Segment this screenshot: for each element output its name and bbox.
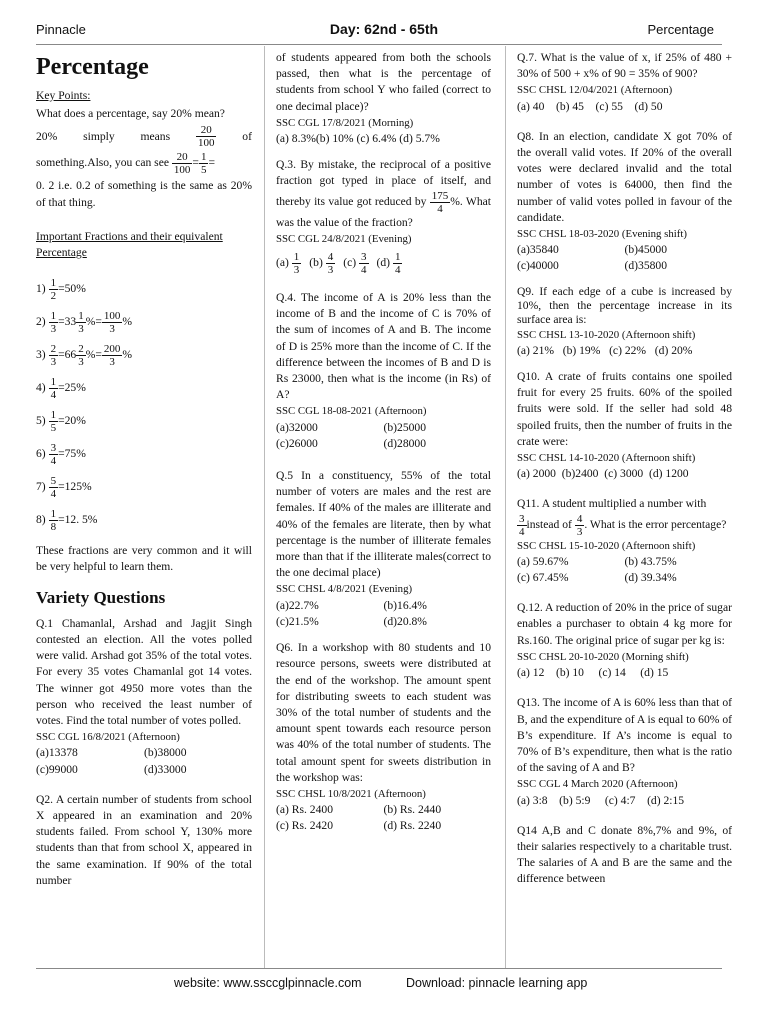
fraction-item: 1) $\frac{1}{2}$ =50% bbox=[36, 277, 86, 303]
intro-line-2: something.Also, you can see $\frac{20}{100}$ = $\frac{1}{5}$ = bbox=[36, 151, 215, 177]
fraction: 20 100 bbox=[197, 124, 215, 150]
footer-website: website: www.ssccglpinnacle.com bbox=[174, 976, 362, 990]
fraction: $\frac{2}{3}$ bbox=[78, 343, 84, 369]
question-8-options: (c)40000 (d)35800 bbox=[517, 259, 668, 273]
column-1 bbox=[36, 50, 252, 889]
option: (a) $\frac{1}{3}$ bbox=[276, 251, 300, 277]
fraction-item: 6) $\frac{3}{4}$ =75% bbox=[36, 442, 86, 468]
question-5: Q.5 In a constituency, 55% of the total number of voters are males and the rest are females. If 40% of the males are illiterate and 40% of the females are literate, then by what percentage is the number of illiterate females more than that if the illiterate males(correct to the one decimal place) bbox=[276, 469, 491, 580]
column-divider-2 bbox=[505, 46, 506, 968]
fractions-heading: Important Fractions and their equivalent Percentage bbox=[36, 229, 223, 260]
question-13: Q13. The income of A is 60% less than that of B, and the expenditure of A is equal to 60% of B’s expenditure. If A’s income is equal to 70% of B’s expenditure, then what is the ratio of the saving of A and B? bbox=[517, 696, 732, 775]
fraction-item: 8) $\frac{1}{8}$ =12. 5% bbox=[36, 508, 98, 534]
question-1: Q.1 Chamanlal, Arshad and Jagjit Singh contested an election. All the votes polled were valid. Arshad got 35% of the total votes. For every 35 votes Chamanlal got 14 votes. The winner got 4950 more votes than the person who received the least number of votes. Find the total number of votes polled. bbox=[36, 616, 252, 728]
question-9: Q9. If each edge of a cube is increased by 10%, then the percentage increase in its surface area is: bbox=[517, 284, 732, 326]
fraction-item: 3) $\frac{2}{3}$ =66 $\frac{2}{3}$ %= $\frac{200}{3}$ % bbox=[36, 343, 133, 369]
fraction: $\frac{1}{3}$ bbox=[78, 310, 84, 336]
question-11-options: (c) 67.45% (d) 39.34% bbox=[517, 571, 677, 585]
header-day: Day: 62nd - 65th bbox=[329, 21, 439, 37]
key-points-heading: Key Points: bbox=[36, 89, 91, 102]
fraction: $\frac{1}{3}$ bbox=[50, 310, 57, 336]
fraction: $\frac{175}{4}$ bbox=[431, 189, 449, 215]
question-4-options: (a)32000 (b)25000 bbox=[276, 420, 427, 434]
fraction: $\frac{20}{100}$ bbox=[173, 151, 191, 177]
question-3: Q.3. By mistake, the reciprocal of a positive fraction got typed in place of itself, and thereby its value got reduced by $\frac{175}{4}$ %. What was the value of the fraction? bbox=[276, 158, 492, 229]
page-header bbox=[0, 0, 768, 40]
question-9-options: (a) 21% (b) 19% (c) 22% (d) 20% bbox=[517, 343, 693, 357]
question-6: Q6. In a workshop with 80 students and 10 resource persons, sweets were distributed at the end of the workshop. The amount spent for distributing sweets to each student was 30% of the total number of students and the amount spent towards each resource person was 40% of the total number of students. The total amount spent for sweets distribution in the workshop was: bbox=[276, 641, 491, 784]
intro-line-1: 20% simply means 20 100 of bbox=[36, 124, 252, 150]
question-2-options: (a) 8.3%(b) 10% (c) 6.4% (d) 5.7% bbox=[276, 132, 440, 146]
fraction: $\frac{200}{3}$ bbox=[103, 343, 121, 369]
question-3-source: SSC CGL 24/8/2021 (Evening) bbox=[276, 232, 412, 245]
intro-line-3: 0. 2 i.e. 0.2 of something is the same as 20% of that thing. bbox=[36, 179, 252, 209]
option: (d) $\frac{1}{4}$ bbox=[376, 251, 401, 277]
question-12-options: (a) 12 (b) 10 (c) 14 (d) 15 bbox=[517, 666, 669, 680]
fraction: $\frac{1}{4}$ bbox=[394, 251, 401, 277]
question-14: Q14 A,B and C donate 8%,7% and 9%, of their salaries respectively to a charitable trust. The salaries of A and B are the same and the difference between bbox=[517, 823, 732, 886]
question-6-source: SSC CHSL 10/8/2021 (Afternoon) bbox=[276, 787, 426, 800]
question-10-source: SSC CHSL 14-10-2020 (Afternoon shift) bbox=[517, 452, 696, 465]
question-6-options: (c) Rs. 2420 (d) Rs. 2240 bbox=[276, 819, 442, 833]
fraction: $\frac{4}{3}$ bbox=[327, 251, 334, 277]
question-11-source: SSC CHSL 15-10-2020 (Afternoon shift) bbox=[517, 539, 696, 552]
header-brand: Pinnacle bbox=[36, 22, 86, 37]
variety-heading: Variety Questions bbox=[36, 587, 166, 607]
question-12: Q.12. A reduction of 20% in the price of sugar enables a purchaser to obtain 4 kg more for Rs.160. The original price of sugar per kg is: bbox=[517, 601, 732, 647]
question-7-source: SSC CHSL 12/04/2021 (Afternoon) bbox=[517, 84, 673, 97]
question-2-continued: of students appeared from both the schools passed, then what is the percentage of students from school Y who failed (correct to one decimal place)? bbox=[276, 51, 491, 113]
footer-divider bbox=[36, 968, 722, 969]
question-5-options: (c)21.5% (d)20.8% bbox=[276, 614, 427, 628]
question-6-options: (a) Rs. 2400 (b) Rs. 2440 bbox=[276, 803, 442, 817]
fraction: $\frac{1}{5}$ bbox=[200, 151, 207, 177]
page-title: Percentage bbox=[36, 54, 149, 80]
fraction: $\frac{1}{4}$ bbox=[50, 376, 57, 402]
question-8-source: SSC CHSL 18-03-2020 (Evening shift) bbox=[517, 228, 687, 241]
fraction-item: 2) $\frac{1}{3}$ =33 $\frac{1}{3}$ %= $\frac{100}{3}$ % bbox=[36, 310, 133, 336]
question-2-source: SSC CGL 17/8/2021 (Morning) bbox=[276, 116, 414, 129]
question-12-source: SSC CHSL 20-10-2020 (Morning shift) bbox=[517, 650, 689, 663]
option: (c) $\frac{3}{4}$ bbox=[343, 251, 367, 277]
fraction: $\frac{1}{3}$ bbox=[293, 251, 300, 277]
question-13-source: SSC CGL 4 March 2020 (Afternoon) bbox=[517, 778, 678, 791]
fraction: $\frac{100}{3}$ bbox=[103, 310, 121, 336]
question-10: Q10. A crate of fruits contains one spoiled fruit for every 25 fruits. 60% of the spoiled fruits were sold. If the seller had sold 48 spoiled fruits, then the number of fruits in the crate were: bbox=[517, 370, 732, 448]
fraction-list bbox=[36, 277, 252, 533]
column-divider-1 bbox=[264, 46, 265, 968]
question-7: Q.7. What is the value of x, if 25% of 480 + 30% of 500 + x% of 90 = 35% of 900? bbox=[517, 51, 732, 81]
fraction: $\frac{3}{4}$ bbox=[519, 512, 525, 538]
question-2: Q2. A certain number of students from school X appeared in an examination and 20% students failed. From school Y, 130% more students than that from school X, appeared in the same examination. If 90% of the total number bbox=[36, 792, 252, 887]
fractions-note: These fractions are very common and it will be very helpful to learn them. bbox=[36, 544, 252, 574]
header-topic: Percentage bbox=[647, 22, 714, 37]
question-4-source: SSC CGL 18-08-2021 (Afternoon) bbox=[276, 405, 427, 418]
question-4-options: (c)26000 (d)28000 bbox=[276, 436, 427, 450]
fraction: $\frac{3}{4}$ bbox=[361, 251, 367, 277]
option: (b) $\frac{4}{3}$ bbox=[309, 251, 334, 277]
fraction-item: 7) $\frac{5}{4}$ =125% bbox=[36, 475, 92, 501]
footer-download: Download: pinnacle learning app bbox=[406, 976, 588, 990]
intro-question: What does a percentage, say 20% mean? bbox=[36, 107, 225, 121]
question-1-options: (a)13378 (b)38000 bbox=[36, 746, 187, 760]
fraction-item: 4) $\frac{1}{4}$ =25% bbox=[36, 376, 86, 402]
fraction-item: 5) $\frac{1}{5}$ =20% bbox=[36, 409, 86, 435]
fraction: $\frac{1}{2}$ bbox=[50, 277, 57, 303]
question-7-options: (a) 40 (b) 45 (c) 55 (d) 50 bbox=[517, 99, 663, 113]
column-2 bbox=[276, 50, 491, 835]
question-3-options bbox=[276, 251, 491, 276]
question-10-options: (a) 2000 (b)2400 (c) 3000 (d) 1200 bbox=[517, 467, 689, 481]
question-8-options: (a)35840 (b)45000 bbox=[517, 243, 668, 257]
column-3 bbox=[517, 50, 732, 888]
fraction: $\frac{2}{3}$ bbox=[50, 343, 57, 369]
fraction: $\frac{3}{4}$ bbox=[50, 442, 57, 468]
fraction: $\frac{4}{3}$ bbox=[576, 512, 583, 538]
question-5-source: SSC CHSL 4/8/2021 (Evening) bbox=[276, 583, 413, 596]
fraction: $\frac{1}{8}$ bbox=[50, 508, 57, 534]
question-4: Q.4. The income of A is 20% less than the income of B and the income of C is 70% of the sum of incomes of A and B. The income of D is 25% more than the income of C. If the difference between the incomes of B and D is Rs 23000, then what is the income (in Rs) of A? bbox=[276, 291, 491, 402]
question-11: Q11. A student multiplied a number with $\frac{3}{4}$ instead of $\frac{4}{3}$ . What is the error percentage? bbox=[517, 497, 727, 538]
question-1-source: SSC CGL 16/8/2021 (Afternoon) bbox=[36, 731, 180, 744]
question-8: Q8. In an election, candidate X got 70% of the overall valid votes. If 20% of the overall votes were declared invalid and the total number of votes is 64000, then find the number of valid votes polled in favour of the candidate. bbox=[517, 129, 732, 224]
header-divider bbox=[36, 44, 722, 45]
question-5-options: (a)22.7% (b)16.4% bbox=[276, 598, 427, 612]
question-11-options: (a) 59.67% (b) 43.75% bbox=[517, 554, 677, 568]
question-1-options: (c)99000 (d)33000 bbox=[36, 762, 187, 776]
question-13-options: (a) 3:8 (b) 5:9 (c) 4:7 (d) 2:15 bbox=[517, 793, 685, 807]
fraction: $\frac{1}{5}$ bbox=[50, 409, 57, 435]
question-9-source: SSC CHSL 13-10-2020 (Afternoon shift) bbox=[517, 328, 696, 341]
fraction: $\frac{5}{4}$ bbox=[50, 475, 57, 501]
